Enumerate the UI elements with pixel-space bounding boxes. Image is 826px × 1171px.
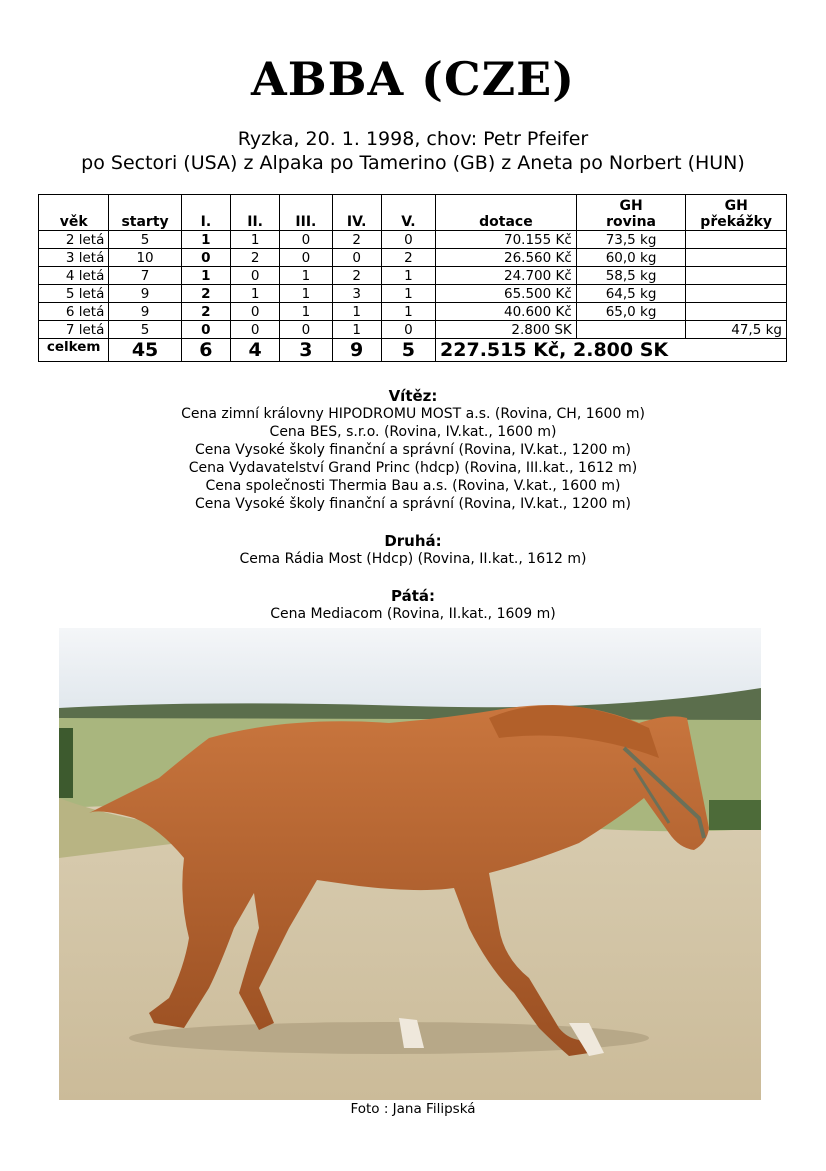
table-cell: 5 <box>109 231 181 249</box>
pedigree: po Sectori (USA) z Alpaka po Tamerino (GB) z Aneta po Norbert (HUN) <box>81 152 745 174</box>
page-title: ABBA (CZE) <box>251 52 575 106</box>
table-cell: 65,0 kg <box>576 303 686 321</box>
fifth-list <box>0 605 826 623</box>
table-row <box>39 285 787 303</box>
results-table <box>38 194 787 362</box>
table-cell: 0 <box>231 321 280 339</box>
table-cell: 1 <box>231 285 280 303</box>
col-2nd: II. <box>231 195 280 231</box>
col-gh-flat: GH rovina <box>576 195 686 231</box>
winner-list <box>0 405 826 513</box>
table-cell: 0 <box>280 231 332 249</box>
race-item: Cena Vydavatelství Grand Princ (hdcp) (Rovina, III.kat., 1612 m) <box>188 460 638 476</box>
col-gh-jumps: GH překážky <box>686 195 787 231</box>
table-cell: 10 <box>109 249 181 267</box>
table-cell: 65.500 Kč <box>436 285 577 303</box>
total-row <box>39 339 787 362</box>
table-cell: 1 <box>231 231 280 249</box>
table-cell: 2 <box>332 267 381 285</box>
fifth-section <box>0 587 826 623</box>
fifth-heading: Pátá: <box>390 587 435 605</box>
photo-caption: Foto : Jana Filipská <box>350 1101 476 1117</box>
table-cell: 1 <box>280 303 332 321</box>
winner-section <box>0 387 826 513</box>
total-cell: 9 <box>332 339 381 362</box>
table-cell: 5 letá <box>39 285 109 303</box>
table-cell: 9 <box>109 303 181 321</box>
second-section <box>0 532 826 568</box>
total-cell: 4 <box>231 339 280 362</box>
col-4th: IV. <box>332 195 381 231</box>
table-cell: 1 <box>381 303 435 321</box>
table-cell: 1 <box>181 267 230 285</box>
total-cell: 6 <box>181 339 230 362</box>
table-cell: 2.800 SK <box>436 321 577 339</box>
table-cell: 1 <box>381 267 435 285</box>
table-cell: 0 <box>381 231 435 249</box>
table-cell: 60,0 kg <box>576 249 686 267</box>
horse-details: Ryzka, 20. 1. 1998, chov: Petr Pfeifer <box>237 128 589 150</box>
col-age: věk <box>39 195 109 231</box>
table-cell: 2 <box>332 231 381 249</box>
table-cell: 73,5 kg <box>576 231 686 249</box>
table-cell <box>686 231 787 249</box>
race-item: Cena Mediacom (Rovina, II.kat., 1609 m) <box>270 606 556 622</box>
table-cell: 0 <box>181 321 230 339</box>
table-cell <box>686 303 787 321</box>
table-cell: 1 <box>332 321 381 339</box>
col-5th: V. <box>381 195 435 231</box>
table-cell: 47,5 kg <box>686 321 787 339</box>
second-list <box>0 550 826 568</box>
race-item: Cema Rádia Most (Hdcp) (Rovina, II.kat., 1612 m) <box>239 551 587 567</box>
table-cell: 1 <box>280 267 332 285</box>
table-cell: 3 <box>332 285 381 303</box>
table-cell <box>576 321 686 339</box>
table-cell: 2 <box>181 285 230 303</box>
table-header-row <box>39 195 787 231</box>
table-cell: 58,5 kg <box>576 267 686 285</box>
table-row <box>39 321 787 339</box>
col-starts: starty <box>109 195 181 231</box>
table-cell: 0 <box>381 321 435 339</box>
race-item: Cena Vysoké školy finanční a správní (Rovina, IV.kat., 1200 m) <box>195 496 631 512</box>
table-cell: 2 <box>181 303 230 321</box>
table-cell: 0 <box>280 321 332 339</box>
table-cell: 0 <box>280 249 332 267</box>
total-cell: celkem <box>39 339 109 362</box>
table-row <box>39 267 787 285</box>
table-cell: 2 <box>231 249 280 267</box>
table-cell: 9 <box>109 285 181 303</box>
total-cell: 45 <box>109 339 181 362</box>
table-cell: 3 letá <box>39 249 109 267</box>
table-row <box>39 303 787 321</box>
table-cell: 0 <box>231 267 280 285</box>
table-cell: 1 <box>381 285 435 303</box>
table-cell: 7 letá <box>39 321 109 339</box>
second-heading: Druhá: <box>384 532 442 550</box>
table-row <box>39 249 787 267</box>
table-cell: 26.560 Kč <box>436 249 577 267</box>
total-cell: 227.515 Kč, 2.800 SK <box>436 339 787 362</box>
race-item: Cena společnosti Thermia Bau a.s. (Rovina, V.kat., 1600 m) <box>205 478 621 494</box>
table-cell: 4 letá <box>39 267 109 285</box>
table-cell: 1 <box>332 303 381 321</box>
table-cell: 6 letá <box>39 303 109 321</box>
table-cell <box>686 285 787 303</box>
table-cell: 70.155 Kč <box>436 231 577 249</box>
horse-photo <box>59 628 761 1100</box>
col-prize: dotace <box>436 195 577 231</box>
col-1st: I. <box>181 195 230 231</box>
table-cell: 0 <box>181 249 230 267</box>
table-cell <box>686 267 787 285</box>
table-row <box>39 231 787 249</box>
table-cell: 24.700 Kč <box>436 267 577 285</box>
table-cell: 5 <box>109 321 181 339</box>
table-cell: 40.600 Kč <box>436 303 577 321</box>
table-cell: 2 <box>381 249 435 267</box>
race-item: Cena zimní královny HIPODROMU MOST a.s. (Rovina, CH, 1600 m) <box>181 406 645 422</box>
table-cell: 7 <box>109 267 181 285</box>
table-cell: 2 letá <box>39 231 109 249</box>
race-item: Cena Vysoké školy finanční a správní (Rovina, IV.kat., 1200 m) <box>195 442 631 458</box>
table-cell: 1 <box>181 231 230 249</box>
col-3rd: III. <box>280 195 332 231</box>
race-item: Cena BES, s.r.o. (Rovina, IV.kat., 1600 m) <box>269 424 557 440</box>
winner-heading: Vítěz: <box>388 387 438 405</box>
table-cell: 0 <box>231 303 280 321</box>
table-cell: 0 <box>332 249 381 267</box>
table-cell <box>686 249 787 267</box>
table-cell: 1 <box>280 285 332 303</box>
total-cell: 3 <box>280 339 332 362</box>
table-cell: 64,5 kg <box>576 285 686 303</box>
total-cell: 5 <box>381 339 435 362</box>
